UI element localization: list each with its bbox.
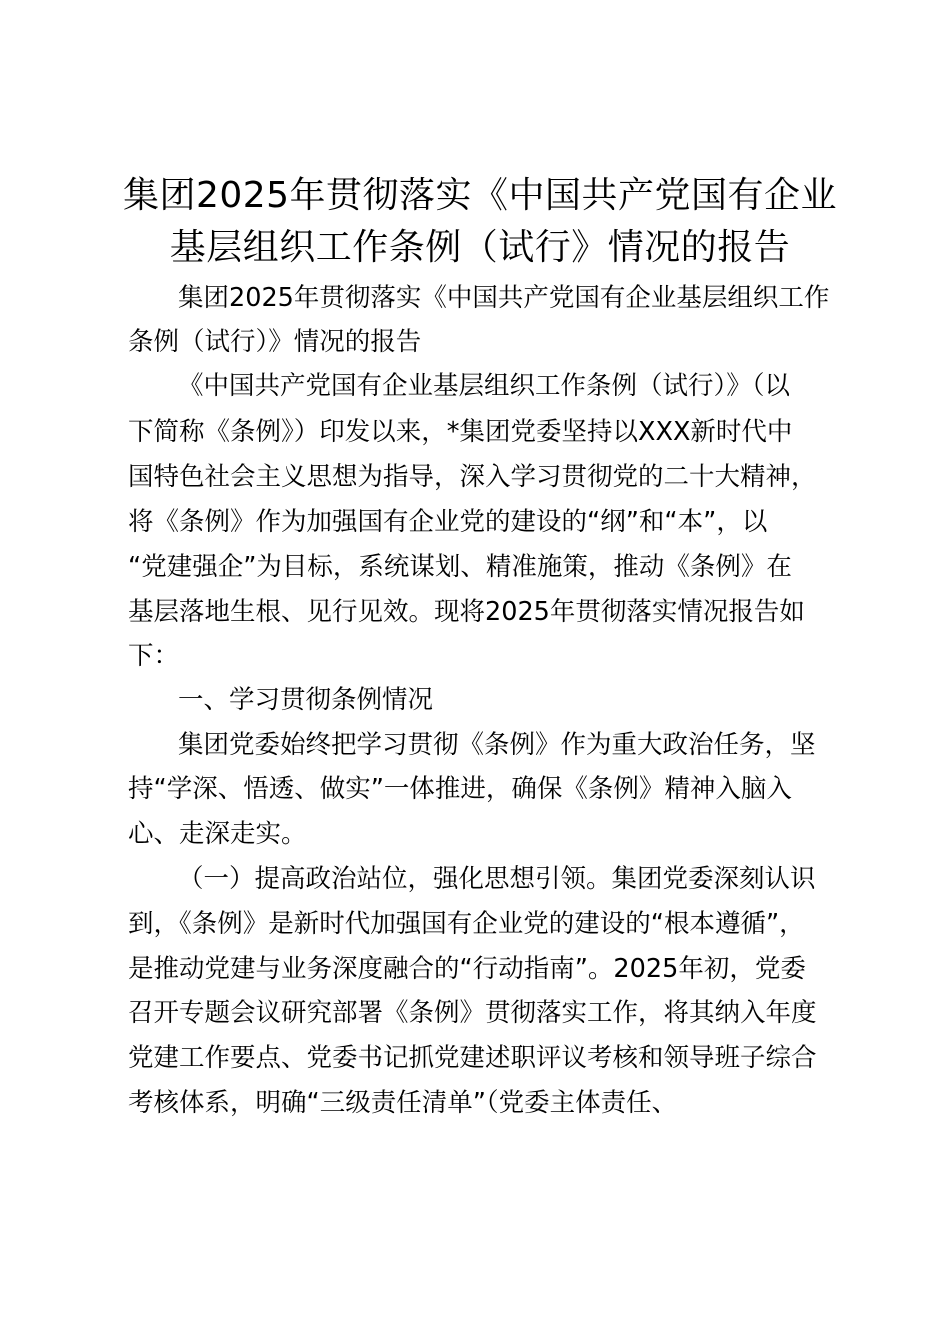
body-line: 将《条例》作为加强国有企业党的建设的“纲”和“本”，以: [128, 507, 768, 537]
subsection-heading-line: （一）提高政治站位，强化思想引领。集团党委深刻认识: [178, 864, 816, 894]
body-line: 是推动党建与业务深度融合的“行动指南”。2025年初，党委: [128, 954, 806, 984]
body-line: “党建强企”为目标，系统谋划、精准施策，推动《条例》在: [128, 552, 792, 582]
body-line: 集团2025年贯彻落实《中国共产党国有企业基层组织工作: [178, 283, 830, 313]
body-line: 条例（试行）》情况的报告: [128, 327, 422, 357]
body-line: 国特色社会主义思想为指导，深入学习贯彻党的二十大精神，: [128, 462, 817, 492]
section-heading: 一、学习贯彻条例情况: [178, 685, 434, 715]
body-line: 考核体系，明确“三级责任清单”（党委主体责任、: [128, 1088, 678, 1118]
body-line: 到，《条例》是新时代加强国有企业党的建设的“根本遵循”，: [128, 909, 805, 939]
body-line: 基层落地生根、见行见效。现将2025年贯彻落实情况报告如: [128, 597, 805, 627]
document-title-line-2: 基层组织工作条例（试行》情况的报告: [169, 227, 791, 268]
body-line: 下：: [128, 641, 180, 671]
document-title-line-1: 集团2025年贯彻落实《中国共产党国有企业: [122, 175, 838, 216]
body-line: 心、走深走实。: [128, 819, 307, 849]
body-line: 下简称《条例》）印发以来，*集团党委坚持以XXX新时代中: [128, 417, 793, 447]
body-line: 召开专题会议研究部署《条例》贯彻落实工作，将其纳入年度: [128, 998, 817, 1028]
body-line: 党建工作要点、党委书记抓党建述职评议考核和领导班子综合: [128, 1043, 817, 1073]
body-line: 《中国共产党国有企业基层组织工作条例（试行）》（以: [178, 371, 791, 401]
body-line: 持“学深、悟透、做实”一体推进，确保《条例》精神入脑入: [128, 774, 792, 804]
body-line: 集团党委始终把学习贯彻《条例》作为重大政治任务，坚: [178, 730, 816, 760]
